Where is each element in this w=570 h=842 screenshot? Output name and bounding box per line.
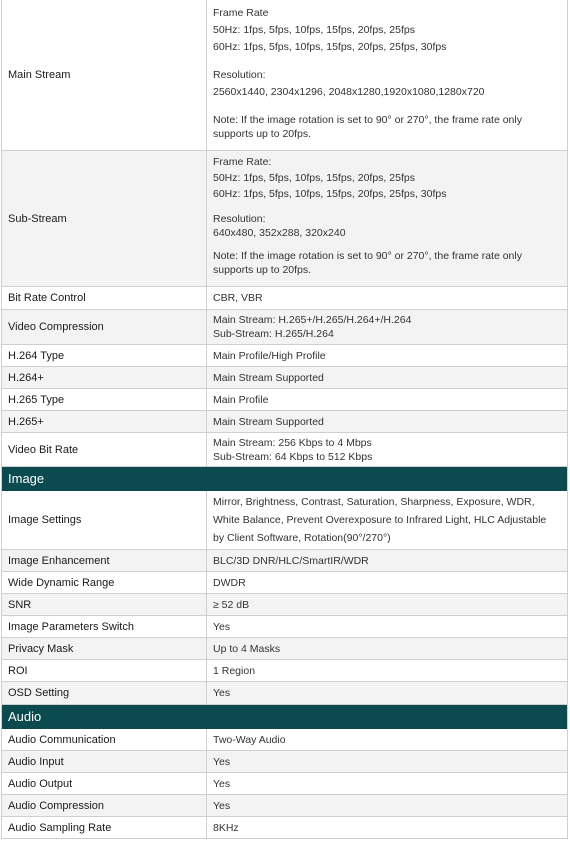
spec-line: 640x480, 352x288, 320x240 [213,227,346,239]
spec-row-wide-dynamic-range [2,572,567,594]
spec-label: Privacy Mask [2,638,207,659]
spec-row-h265-type [2,389,567,411]
spec-label: Audio Compression [2,795,207,816]
spec-row-snr [2,594,567,616]
spec-row-sub-stream [2,151,567,287]
spec-line: 50Hz: 1fps, 5fps, 10fps, 15fps, 20fps, 25fps [213,24,415,36]
spec-row-h264-plus [2,367,567,389]
spec-line: by Client Software, Rotation(90°/270°) [213,532,391,544]
spec-row-video-compression [2,310,567,345]
spec-row-audio-input [2,751,567,773]
spec-value [207,389,567,410]
spec-label: Audio Output [2,773,207,794]
spec-line: Main Stream: H.265+/H.265/H.264+/H.264 [213,314,412,326]
spec-value [207,151,567,286]
spec-value [207,660,567,681]
spec-label: H.265+ [2,411,207,432]
spec-line: ≥ 52 dB [213,598,250,611]
spec-line: Main Profile [213,393,269,406]
spec-line: Yes [213,799,231,812]
spec-value [207,367,567,388]
spec-label: H.264+ [2,367,207,388]
spec-label: Audio Communication [2,729,207,750]
section-header-audio [2,705,567,729]
spec-value [207,638,567,659]
section-title: Image [8,471,45,486]
spec-line: 2560x1440, 2304x1296, 2048x1280,1920x1080,1280x720 [213,86,485,98]
spec-line: Yes [213,755,231,768]
spec-line: Yes [213,777,231,790]
spec-label: Audio Sampling Rate [2,817,207,838]
spacer [213,99,561,113]
spec-line: Note: If the image rotation is set to 90° or 270°, the frame rate only [213,114,522,126]
spec-line: Mirror, Brightness, Contrast, Saturation, Sharpness, Exposure, WDR, [213,496,535,508]
spec-line: 8KHz [213,821,239,834]
spec-value [207,345,567,366]
spec-label: SNR [2,594,207,615]
spec-value [207,491,567,549]
spec-value [207,751,567,772]
spec-line: 60Hz: 1fps, 5fps, 10fps, 15fps, 20fps, 25fps, 30fps [213,188,447,200]
spec-line: Frame Rate: [213,156,272,168]
spec-value [207,729,567,750]
spec-row-main-stream [2,0,567,151]
spec-line: Sub-Stream: H.265/H.264 [213,328,334,340]
spec-label: Wide Dynamic Range [2,572,207,593]
spec-value [207,433,567,466]
spec-label: ROI [2,660,207,681]
section-title: Audio [8,709,42,724]
spacer [213,201,561,212]
spec-line: Up to 4 Masks [213,642,281,655]
spec-value [207,795,567,816]
spec-row-video-bit-rate [2,433,567,467]
spec-line: Frame Rate [213,7,269,19]
spec-value [207,817,567,838]
spec-label: H.264 Type [2,345,207,366]
spec-label: Image Parameters Switch [2,616,207,637]
spec-row-image-settings [2,491,567,550]
spec-line: Resolution: [213,213,266,225]
spec-value [207,550,567,571]
spec-row-audio-output [2,773,567,795]
spec-line: supports up to 20fps. [213,264,312,276]
spec-line: Note: If the image rotation is set to 90° or 270°, the frame rate only [213,250,522,262]
spacer [213,54,561,68]
spec-value [207,773,567,794]
spec-value [207,0,567,150]
spacer [213,240,561,249]
spec-label: H.265 Type [2,389,207,410]
spec-line: BLC/3D DNR/HLC/SmartIR/WDR [213,554,369,567]
spec-label: Bit Rate Control [2,287,207,309]
spec-line: Main Stream Supported [213,415,324,428]
spec-label: Main Stream [2,0,207,150]
spec-row-audio-communication [2,729,567,751]
spec-row-roi [2,660,567,682]
spec-row-image-parameters-switch [2,616,567,638]
spec-line: White Balance, Prevent Overexposure to Infrared Light, HLC Adjustable [213,514,547,526]
spec-value [207,616,567,637]
spec-label: Video Bit Rate [2,433,207,466]
spec-line: Main Stream: 256 Kbps to 4 Mbps [213,436,372,449]
spec-line: DWDR [213,576,246,589]
spec-label: Sub-Stream [2,151,207,286]
spec-value [207,572,567,593]
spec-row-audio-compression [2,795,567,817]
spec-line: 50Hz: 1fps, 5fps, 10fps, 15fps, 20fps, 25fps [213,172,415,184]
spec-line: supports up to 20fps. [213,128,312,140]
spec-line: 1 Region [213,664,256,677]
spec-line: Yes [213,687,231,699]
spec-row-bit-rate-control [2,287,567,310]
spec-row-osd-setting [2,682,567,705]
spec-row-audio-sampling-rate [2,817,567,839]
spec-value [207,287,567,309]
spec-line: Main Stream Supported [213,371,324,384]
spec-row-image-enhancement [2,550,567,572]
section-header-image [2,467,567,491]
spec-table [1,0,568,839]
spec-value [207,310,567,344]
spec-value [207,594,567,615]
spec-label: OSD Setting [2,682,207,704]
spec-value [207,682,567,704]
spec-value [207,411,567,432]
spec-line: 60Hz: 1fps, 5fps, 10fps, 15fps, 20fps, 25fps, 30fps [213,41,447,53]
spec-line: Two-Way Audio [213,733,286,746]
spec-row-h265-plus [2,411,567,433]
spec-line: Main Profile/High Profile [213,349,326,362]
spec-row-h264-type [2,345,567,367]
spec-row-privacy-mask [2,638,567,660]
spec-label: Video Compression [2,310,207,344]
spec-label: Image Enhancement [2,550,207,571]
spec-label: Audio Input [2,751,207,772]
spec-line: Resolution: [213,69,266,81]
spec-line: CBR, VBR [213,292,263,304]
spec-line: Yes [213,620,231,633]
spec-line: Sub-Stream: 64 Kbps to 512 Kbps [213,450,373,463]
spec-label: Image Settings [2,491,207,549]
